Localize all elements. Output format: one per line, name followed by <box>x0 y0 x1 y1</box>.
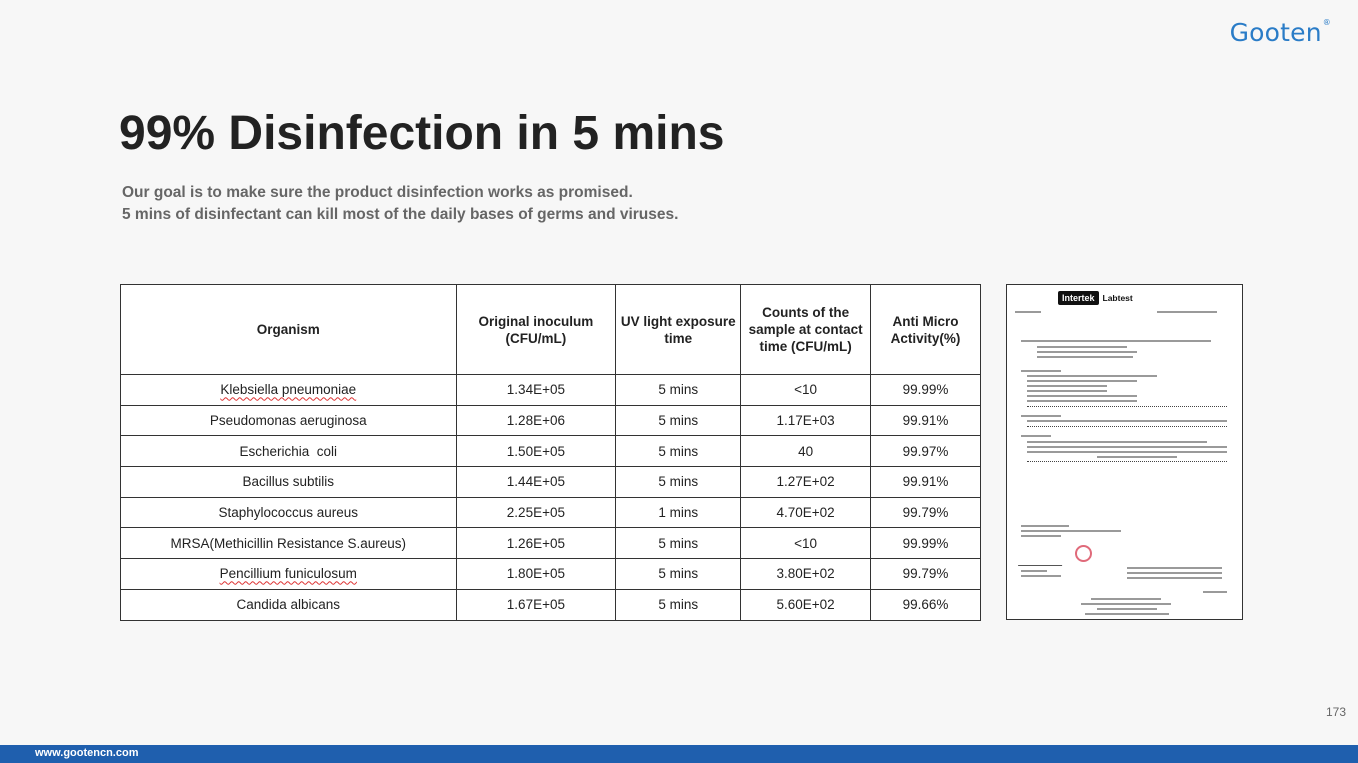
report-text-line <box>1157 311 1217 313</box>
header-uv-exposure: UV light exposure time <box>616 285 741 375</box>
intertek-labtest-logo <box>1058 291 1133 305</box>
cell-inoculum: 1.44E+05 <box>456 467 616 498</box>
cell-counts: <10 <box>741 375 871 406</box>
header-organism: Organism <box>121 285 457 375</box>
cell-exposure: 5 mins <box>616 467 741 498</box>
results-table <box>120 284 981 621</box>
table-row <box>121 436 981 467</box>
cell-organism: Candida albicans <box>121 589 457 620</box>
table-header-row <box>121 285 981 375</box>
cell-activity: 99.97% <box>871 436 981 467</box>
page-subtitle <box>122 182 678 226</box>
cell-organism: Pseudomonas aeruginosa <box>121 405 457 436</box>
report-text-line <box>1027 446 1227 448</box>
report-text-line <box>1021 570 1047 572</box>
report-text-line <box>1097 456 1177 458</box>
cell-inoculum: 2.25E+05 <box>456 497 616 528</box>
cell-counts: 3.80E+02 <box>741 559 871 590</box>
table-row <box>121 405 981 436</box>
page-number: 173 <box>1325 705 1346 719</box>
cell-organism <box>121 375 457 406</box>
organism-name: Pencillium funiculosum <box>219 566 357 582</box>
report-text-line <box>1037 346 1127 348</box>
signature-mark <box>1018 549 1068 566</box>
report-text-line <box>1021 435 1051 437</box>
brand-logo <box>1230 18 1331 47</box>
cell-activity: 99.91% <box>871 467 981 498</box>
report-text-line <box>1127 572 1222 574</box>
report-text-line <box>1021 340 1211 342</box>
report-text-line <box>1027 420 1227 422</box>
labtest-logo-text: Labtest <box>1102 293 1133 303</box>
cell-activity: 99.99% <box>871 528 981 559</box>
table-row <box>121 528 981 559</box>
report-dotted-rule <box>1027 426 1227 427</box>
report-text-line <box>1027 395 1137 397</box>
cell-inoculum: 1.34E+05 <box>456 375 616 406</box>
cell-organism: Escherichia coli <box>121 436 457 467</box>
report-text-line <box>1021 575 1061 577</box>
report-text-line <box>1015 311 1041 313</box>
report-text-line <box>1021 525 1069 527</box>
footer-bar <box>0 745 1358 763</box>
report-text-line <box>1027 441 1207 443</box>
seal-stamp <box>1075 545 1092 562</box>
report-text-line <box>1027 451 1227 453</box>
report-text-line <box>1021 370 1061 372</box>
cell-counts: 4.70E+02 <box>741 497 871 528</box>
report-text-line <box>1027 380 1137 382</box>
report-text-line <box>1085 613 1169 615</box>
cell-inoculum: 1.50E+05 <box>456 436 616 467</box>
cell-activity: 99.66% <box>871 589 981 620</box>
cell-activity: 99.91% <box>871 405 981 436</box>
report-dotted-rule <box>1027 406 1227 407</box>
cell-organism: MRSA(Methicillin Resistance S.aureus) <box>121 528 457 559</box>
report-text-line <box>1091 598 1161 600</box>
cell-exposure: 5 mins <box>616 589 741 620</box>
cell-activity: 99.79% <box>871 497 981 528</box>
report-text-line <box>1027 375 1157 377</box>
table-row <box>121 589 981 620</box>
report-text-line <box>1021 535 1061 537</box>
report-text-line <box>1027 385 1107 387</box>
header-original-inoculum: Original inoculum (CFU/mL) <box>456 285 616 375</box>
footer-url[interactable]: www.gootencn.com <box>35 747 139 759</box>
report-text-line <box>1127 567 1222 569</box>
subtitle-line-1: Our goal is to make sure the product disinfection works as promised. <box>122 184 633 201</box>
cell-exposure: 1 mins <box>616 497 741 528</box>
subtitle-line-2: 5 mins of disinfectant can kill most of the daily bases of germs and viruses. <box>122 206 679 223</box>
cell-organism <box>121 559 457 590</box>
cell-inoculum: 1.67E+05 <box>456 589 616 620</box>
table-row <box>121 497 981 528</box>
cell-exposure: 5 mins <box>616 436 741 467</box>
organism-name: Klebsiella pneumoniae <box>220 382 357 398</box>
brand-registered-mark: ® <box>1322 18 1331 27</box>
brand-name: Gooten <box>1229 18 1322 47</box>
report-text-line <box>1097 608 1157 610</box>
cell-activity: 99.79% <box>871 559 981 590</box>
cell-activity: 99.99% <box>871 375 981 406</box>
report-text-line <box>1127 577 1222 579</box>
report-text-line <box>1081 603 1171 605</box>
report-text-line <box>1037 356 1133 358</box>
cell-inoculum: 1.26E+05 <box>456 528 616 559</box>
table-row <box>121 375 981 406</box>
cell-counts: 40 <box>741 436 871 467</box>
cell-counts: 1.17E+03 <box>741 405 871 436</box>
report-text-line <box>1027 400 1137 402</box>
cell-counts: 5.60E+02 <box>741 589 871 620</box>
cell-organism: Staphylococcus aureus <box>121 497 457 528</box>
cell-inoculum: 1.80E+05 <box>456 559 616 590</box>
cell-counts: <10 <box>741 528 871 559</box>
report-text-line <box>1027 390 1107 392</box>
report-text-line <box>1021 415 1061 417</box>
cell-exposure: 5 mins <box>616 405 741 436</box>
table-row <box>121 559 981 590</box>
test-report-image <box>1006 284 1243 620</box>
cell-exposure: 5 mins <box>616 559 741 590</box>
page-title: 99% Disinfection in 5 mins <box>119 107 725 160</box>
report-dotted-rule <box>1027 461 1227 462</box>
header-counts: Counts of the sample at contact time (CFU/mL) <box>741 285 871 375</box>
cell-exposure: 5 mins <box>616 375 741 406</box>
cell-exposure: 5 mins <box>616 528 741 559</box>
intertek-logo-box: Intertek <box>1058 291 1099 305</box>
header-anti-micro: Anti Micro Activity(%) <box>871 285 981 375</box>
table-row <box>121 467 981 498</box>
cell-counts: 1.27E+02 <box>741 467 871 498</box>
report-text-line <box>1203 591 1227 593</box>
cell-organism: Bacillus subtilis <box>121 467 457 498</box>
report-text-line <box>1021 530 1121 532</box>
report-text-line <box>1037 351 1137 353</box>
cell-inoculum: 1.28E+06 <box>456 405 616 436</box>
